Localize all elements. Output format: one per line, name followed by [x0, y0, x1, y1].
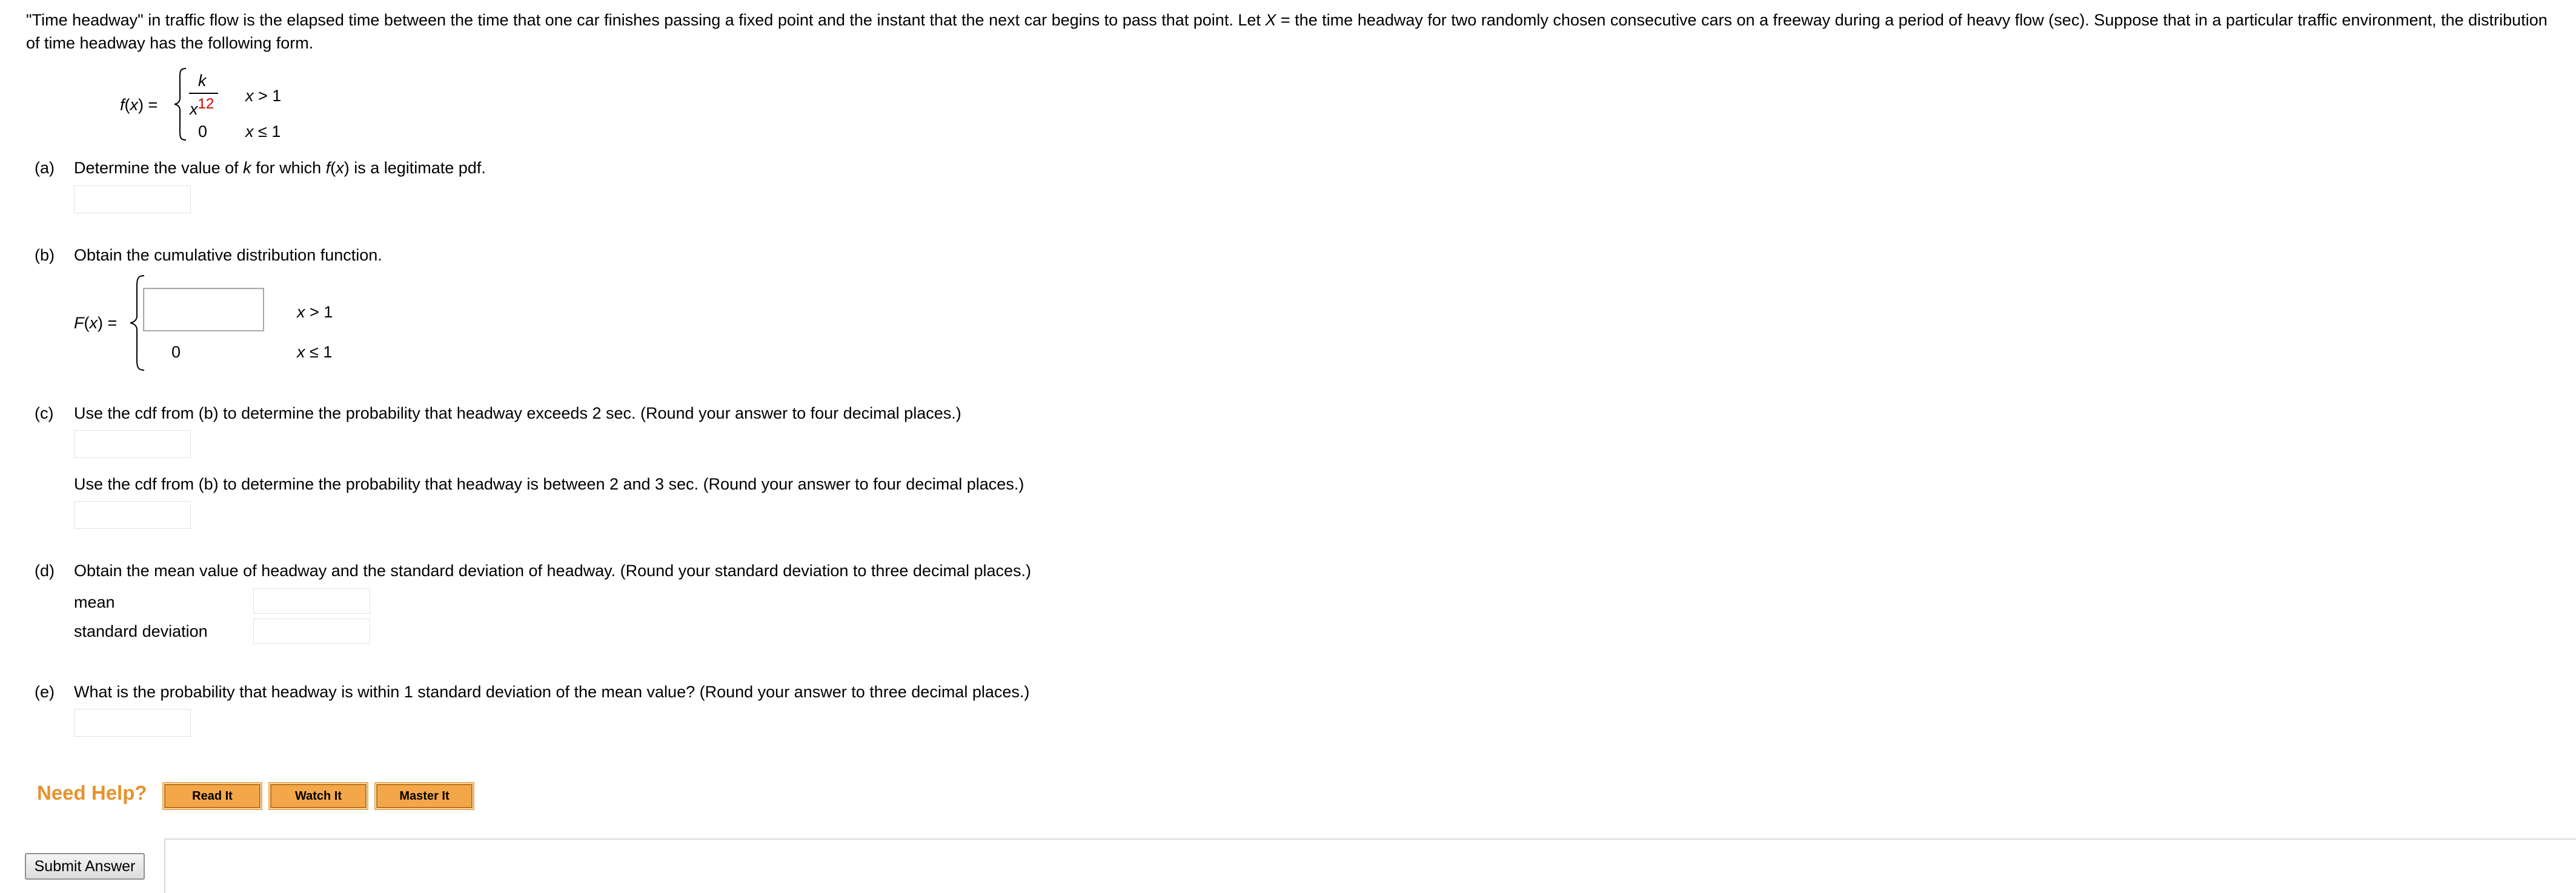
cdf-cond2: x ≤ 1: [297, 343, 333, 361]
part-e-label: (e): [35, 683, 55, 701]
pdf-lhs: f(x) =: [120, 96, 158, 114]
footer-divider-vertical: [164, 838, 165, 893]
watch-it-button[interactable]: Watch It: [270, 784, 367, 808]
part-c-label: (c): [35, 404, 54, 422]
cdf-answer-input[interactable]: [143, 288, 264, 331]
variable-x: X: [1265, 11, 1276, 29]
part-c-text-1: Use the cdf from (b) to determine the probability that headway exceeds 2 sec. (Round your answer to four decimal places.): [74, 404, 961, 422]
pdf-denominator: $x^{12}$: [190, 96, 214, 118]
part-a-answer-input[interactable]: [74, 185, 191, 213]
part-c-answer-1-input[interactable]: [74, 430, 191, 458]
pdf-cond1: x > 1: [245, 87, 282, 105]
exponent: 12: [198, 96, 214, 112]
sd-label: standard deviation: [74, 622, 208, 640]
pdf-brace: [173, 67, 188, 142]
part-a-label: (a): [35, 159, 55, 177]
part-e-answer-input[interactable]: [74, 709, 191, 737]
read-it-button[interactable]: Read It: [164, 784, 261, 808]
fraction-bar: [189, 93, 218, 94]
mean-input[interactable]: [253, 588, 370, 614]
cdf-zero: 0: [171, 343, 181, 361]
pdf-zero: 0: [198, 122, 208, 141]
part-d-text: Obtain the mean value of headway and the standard deviation of headway. (Round your standard deviation to three decimal places.): [74, 562, 1031, 580]
submit-answer-button[interactable]: Submit Answer: [25, 853, 145, 880]
mean-label: mean: [74, 593, 115, 611]
part-b-label: (b): [35, 246, 55, 264]
problem-intro: "Time headway" in traffic flow is the elapsed time between the time that one car finishes passing a fixed point and the instant that the next car begins to pass that point. Let X = the time headway for two randomly chosen consecutive cars on a freeway during a period of heavy flow (sec). Suppose that in a particular traffic environment, the distribution of time headway has the following form.: [26, 11, 2548, 52]
part-d-label: (d): [35, 562, 55, 580]
cdf-cond1: x > 1: [297, 303, 333, 321]
pdf-cond2: x ≤ 1: [245, 122, 281, 141]
footer-divider: [165, 838, 2576, 840]
sd-input[interactable]: [253, 619, 370, 644]
part-a-text: Determine the value of k for which f(x) is a legitimate pdf.: [74, 159, 486, 177]
part-e-text: What is the probability that headway is within 1 standard deviation of the mean value? (Round your answer to three decimal places.): [74, 683, 1030, 701]
need-help-title: Need Help?: [37, 782, 147, 804]
pdf-numerator: k: [198, 71, 207, 90]
part-b-text: Obtain the cumulative distribution function.: [74, 246, 382, 264]
master-it-button[interactable]: Master It: [376, 784, 473, 808]
part-c-answer-2-input[interactable]: [74, 501, 191, 529]
part-c-text-2: Use the cdf from (b) to determine the probability that headway is between 2 and 3 sec. (Round your answer to four decimal places.): [74, 475, 1024, 493]
cdf-lhs: F(x) =: [74, 314, 118, 332]
